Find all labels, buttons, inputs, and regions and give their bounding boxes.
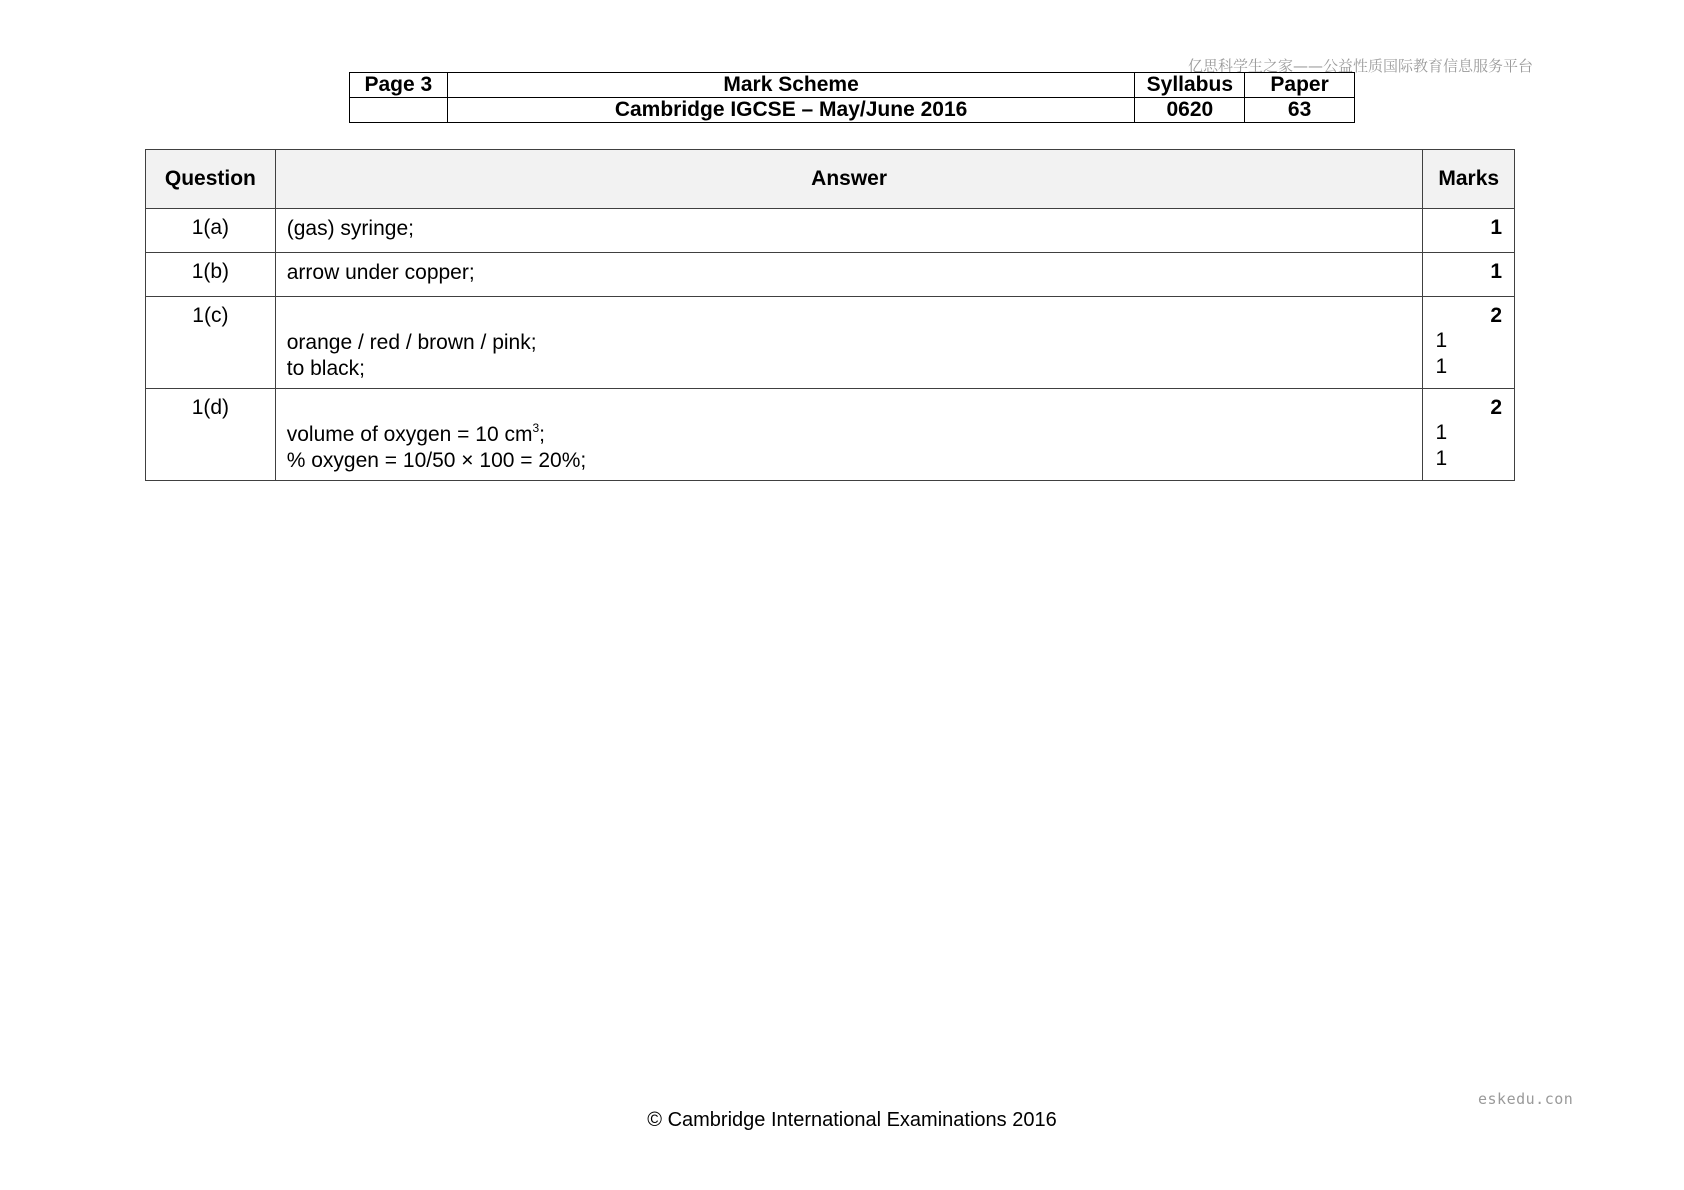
answer-line bbox=[287, 422, 1423, 448]
mark-sub: 1 bbox=[1435, 447, 1448, 470]
answer-line-text: volume of oxygen = 10 cm bbox=[286, 423, 533, 446]
table-row bbox=[146, 253, 1515, 297]
paper-label: Paper bbox=[1245, 73, 1355, 98]
table-row bbox=[146, 389, 1515, 481]
marks-cell bbox=[1423, 253, 1515, 297]
question-number: 1(b) bbox=[146, 253, 276, 297]
mark-scheme-table bbox=[145, 149, 1515, 481]
mark-sub: 1 bbox=[1435, 421, 1448, 444]
table-row bbox=[146, 209, 1515, 253]
answer-line: % oxygen = 10/50 × 100 = 20%; bbox=[286, 449, 587, 472]
mark-total: 2 bbox=[1490, 304, 1502, 327]
superscript: 3 bbox=[532, 421, 540, 435]
answer-line-tail: ; bbox=[539, 423, 545, 446]
paper-number: 63 bbox=[1245, 98, 1355, 123]
column-header-question: Question bbox=[146, 150, 276, 209]
mark-total: 1 bbox=[1490, 216, 1502, 239]
mark-sub: 1 bbox=[1435, 329, 1448, 352]
watermark-bottom: eskedu.con bbox=[1478, 1090, 1574, 1108]
syllabus-code: 0620 bbox=[1135, 98, 1245, 123]
answer-line: orange / red / brown / pink; bbox=[286, 331, 537, 354]
watermark-top: 亿思科学生之家——公益性质国际教育信息服务平台 bbox=[1188, 57, 1534, 75]
answer-cell bbox=[275, 389, 1423, 481]
question-number: 1(a) bbox=[146, 209, 276, 253]
header-table bbox=[349, 72, 1355, 123]
mark-total: 2 bbox=[1490, 396, 1502, 419]
column-header-marks: Marks bbox=[1423, 150, 1515, 209]
page-number: Page 3 bbox=[350, 73, 448, 98]
question-number: 1(c) bbox=[146, 297, 276, 389]
column-header-answer: Answer bbox=[275, 150, 1423, 209]
exam-name: Cambridge IGCSE – May/June 2016 bbox=[447, 98, 1135, 123]
table-row bbox=[146, 297, 1515, 389]
marks-cell bbox=[1423, 209, 1515, 253]
syllabus-label: Syllabus bbox=[1135, 73, 1245, 98]
answer-cell bbox=[275, 297, 1423, 389]
table-header-row bbox=[146, 150, 1515, 209]
document-title: Mark Scheme bbox=[447, 73, 1135, 98]
answer-line: to black; bbox=[286, 357, 365, 380]
marks-cell bbox=[1423, 297, 1515, 389]
mark-total: 1 bbox=[1490, 260, 1502, 283]
question-number: 1(d) bbox=[146, 389, 276, 481]
marks-cell bbox=[1423, 389, 1515, 481]
copyright-footer: © Cambridge International Examinations 2016 bbox=[647, 1109, 1057, 1131]
header-empty-cell bbox=[350, 98, 448, 123]
mark-sub: 1 bbox=[1435, 355, 1448, 378]
answer-text: (gas) syringe; bbox=[275, 209, 1423, 253]
answer-text: arrow under copper; bbox=[275, 253, 1423, 297]
